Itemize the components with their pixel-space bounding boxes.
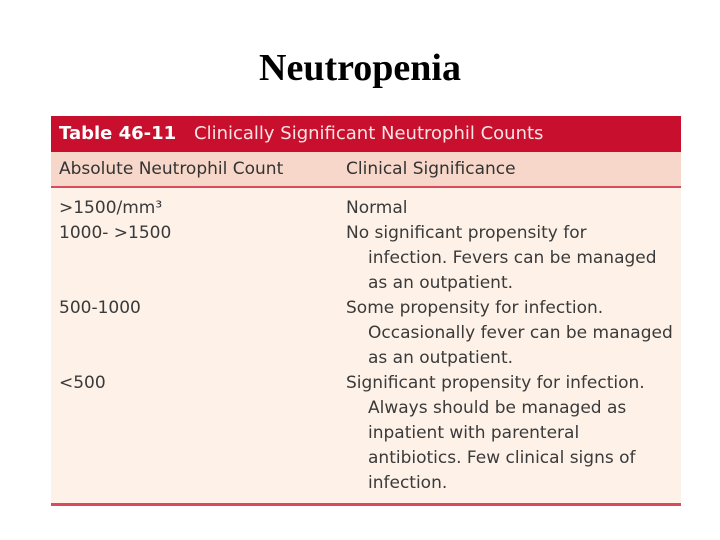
significance-line: Some propensity for infection. <box>346 298 604 318</box>
significance-line: infection. Fevers can be managed <box>368 248 657 268</box>
clinical-significance-cell <box>346 196 408 221</box>
clinical-significance-cell <box>346 221 657 296</box>
significance-line: Always should be managed as <box>368 398 627 418</box>
neutrophil-count-cell: <500 <box>59 373 106 393</box>
significance-line: No significant propensity for <box>346 223 587 243</box>
table-body <box>51 196 681 496</box>
table-caption <box>51 116 681 152</box>
clinical-significance-cell <box>346 371 645 496</box>
table-bottom-rule <box>51 503 681 506</box>
table-row <box>51 196 681 221</box>
table-caption-title: Clinically Significant Neutrophil Counts <box>194 123 544 144</box>
table-header-row <box>51 152 681 188</box>
clinical-significance-cell <box>346 296 673 371</box>
table-row <box>51 296 681 371</box>
significance-line: antibiotics. Few clinical signs of <box>368 448 636 468</box>
significance-line: as an outpatient. <box>368 273 514 293</box>
table-row <box>51 221 681 296</box>
neutrophil-count-cell: 500-1000 <box>59 298 141 318</box>
neutrophil-count-cell: >1500/mm³ <box>59 198 163 218</box>
neutrophil-count-cell: 1000- >1500 <box>59 223 172 243</box>
significance-line: Normal <box>346 198 408 218</box>
column-header-significance: Clinical Significance <box>346 159 516 179</box>
slide-title: Neutropenia <box>259 47 461 89</box>
significance-line: Significant propensity for infection. <box>346 373 645 393</box>
column-header-count: Absolute Neutrophil Count <box>59 159 284 179</box>
table-row <box>51 371 681 496</box>
significance-line: inpatient with parenteral <box>368 423 580 443</box>
significance-line: infection. <box>368 473 448 493</box>
neutrophil-counts-table <box>51 116 681 506</box>
significance-line: Occasionally fever can be managed <box>368 323 673 343</box>
table-number: Table 46-11 <box>59 123 177 144</box>
significance-line: as an outpatient. <box>368 348 514 368</box>
